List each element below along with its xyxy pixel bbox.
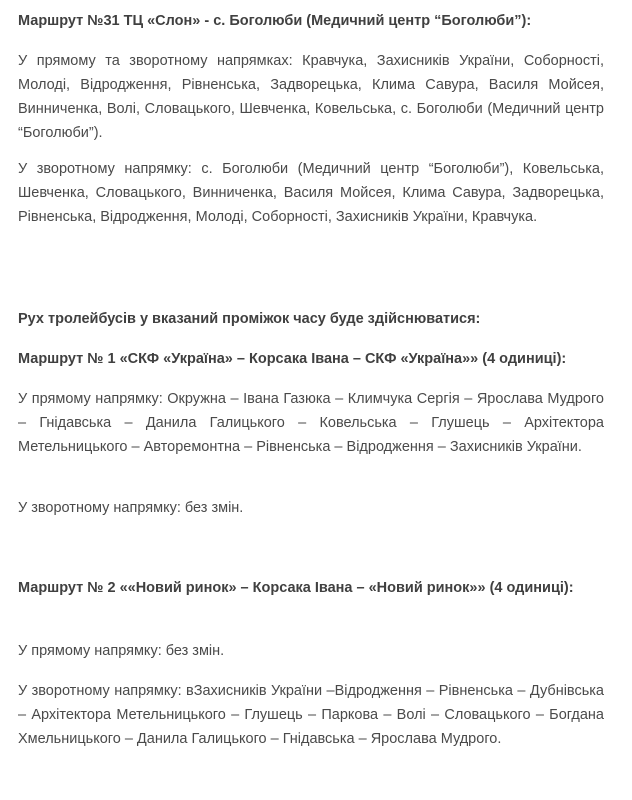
- trolleybus-section-heading: Рух тролейбусів у вказаний проміжок часу буде здійснюватися:: [18, 311, 481, 327]
- route-2-forward-direction: У прямому напрямку: без змін.: [18, 643, 225, 659]
- route-31-reverse-direction: У зворотному напрямку: с. Боголюби (Медичний центр “Боголюби”), Ковельська, Шевченка, Словацького, Винниченка, Василя Мойсея, Клима Савура, Задворецька, Рівненська, Відродження, Молоді, Соборності, Захисників України, Кравчука.: [18, 161, 604, 225]
- route-1-reverse-direction: У зворотному напрямку: без змін.: [18, 500, 244, 516]
- route-1-forward-direction: У прямому напрямку: Окружна – Івана Газюка – Климчука Сергія – Ярослава Мудрого – Гнідавська – Данила Галицького – Ковельська – Глушець – Архітектора Метельницького – Авторемонтна – Рівненська – Відродження – Захисників України.: [18, 391, 604, 455]
- route-31-both-directions: У прямому та зворотному напрямках: Кравчука, Захисників України, Соборності, Молоді, Відродження, Рівненська, Задворецька, Клима Савура, Василя Мойсея, Винниченка, Волі, Словацького, Шевченка, Ковельська, с. Боголюби (Медичний центр “Боголюби”).: [18, 53, 604, 141]
- route-31-heading: Маршрут №31 ТЦ «Слон» - с. Боголюби (Медичний центр “Боголюби”):: [18, 13, 532, 29]
- route-1-heading: Маршрут № 1 «СКФ «Україна» – Корсака Івана – СКФ «Україна»» (4 одиниці):: [18, 351, 567, 367]
- route-2-heading: Маршрут № 2 ««Новий ринок» – Корсака Івана – «Новий ринок»» (4 одиниці):: [18, 580, 574, 596]
- route-2-reverse-direction: У зворотному напрямку: вЗахисників України –Відродження – Рівненська – Дубнівська – Архітектора Метельницького – Глушець – Паркова – Волі – Словацького – Богдана Хмельницького – Данила Галицького – Гнідавська – Ярослава Мудрого.: [18, 683, 604, 747]
